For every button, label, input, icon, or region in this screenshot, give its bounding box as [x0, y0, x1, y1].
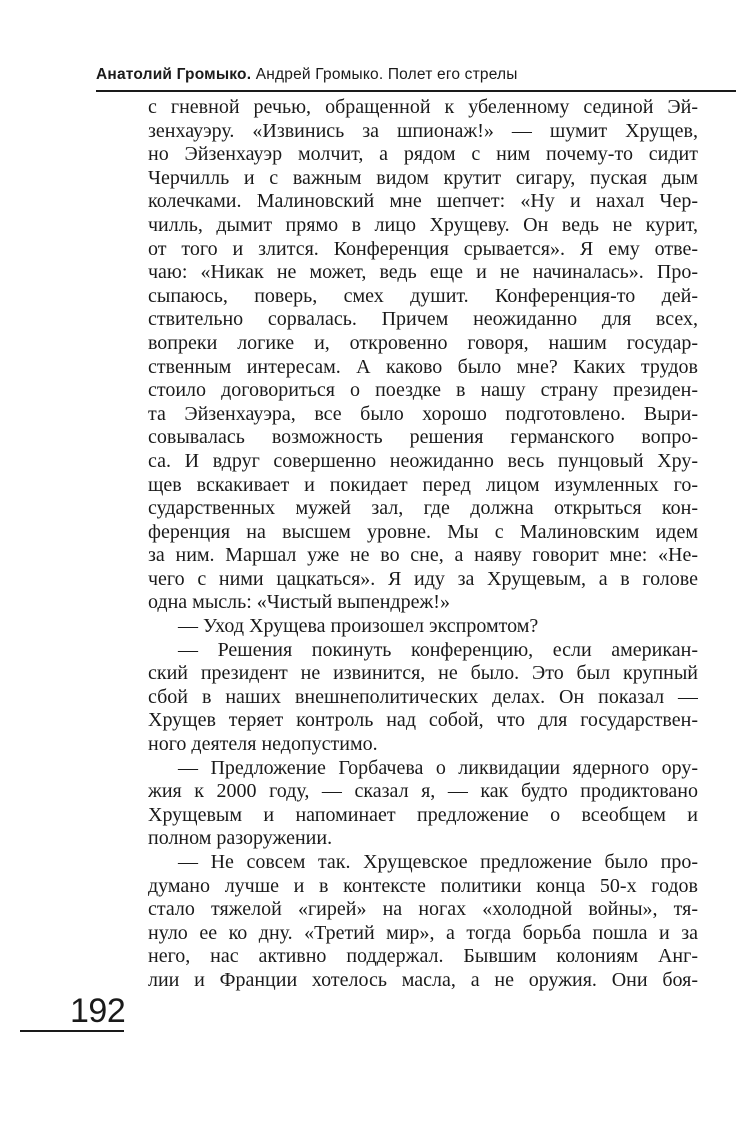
text-line: полном разоружении. — [148, 827, 333, 850]
text-line: за ним. Маршал уже не во сне, а наяву говорит мне: «Не- — [148, 544, 698, 567]
text-line: — Предложение Горбачева о ликвидации ядерного ору- — [178, 756, 698, 779]
text-line: чилль, дымит прямо в лицо Хрущеву. Он ведь не курит, — [148, 213, 698, 236]
text-line: — Не совсем так. Хрущевское предложение было про- — [178, 851, 698, 873]
text-line: сбой в наших внешнеполитических делах. Он показал — — [148, 685, 698, 708]
header-rule — [96, 90, 736, 92]
text-line: нуло ее ко дну. «Третий мир», а тогда борьба пошла и за — [148, 921, 698, 944]
text-line: него, нас активно поддержал. Бывшим колониям Анг- — [148, 945, 698, 968]
text-line: зенхауэру. «Извинись за шпионаж!» — шумит Хрущев, — [148, 119, 698, 142]
text-line: совывалась возможность решения германского вопро- — [148, 426, 698, 449]
text-line: щев вскакивает и покидает перед лицом изумленных го- — [148, 473, 698, 496]
text-line: ственным интересам. А каково было мне? Каких трудов — [148, 355, 698, 378]
text-line: сыпаюсь, поверь, смех душит. Конференция-то дей- — [148, 284, 698, 307]
body-text — [148, 96, 698, 993]
text-line: чаю: «Никак не может, ведь еще и не начиналась». Про- — [148, 261, 698, 284]
page-number: 192 — [70, 992, 126, 1030]
text-line: чего с ними цацкаться». Я иду за Хрущевым, а в голове — [148, 567, 698, 590]
text-line: лии и Франции хотелось масла, а не оружия. Они боя- — [148, 968, 698, 991]
page-number-rule — [20, 1030, 124, 1032]
text-line: жия к 2000 году, — сказал я, — как будто продиктовано — [148, 780, 698, 803]
text-line: стоило договориться о поездке в нашу страну президен- — [148, 379, 698, 402]
text-line: Хрущевым и напоминает предложение о всеобщем и — [148, 803, 698, 826]
text-line: — Уход Хрущева произошел экспромтом? — [178, 615, 539, 638]
text-line: — Решения покинуть конференцию, если американ- — [178, 638, 698, 661]
text-line: но Эйзенхауэр молчит, а рядом с ним почему-то сидит — [148, 143, 698, 166]
text-line: одна мысль: «Чистый выпендреж!» — [148, 591, 450, 614]
text-line: с гневной речью, обращенной к убеленному сединой Эй- — [148, 96, 698, 118]
text-line: Черчилль и с важным видом крутит сигару, пуская дым — [148, 166, 698, 189]
text-line: са. И вдруг совершенно неожиданно весь пунцовый Хру- — [148, 449, 698, 472]
text-line: от того и злится. Конференция срывается». Я ему отве- — [148, 237, 698, 260]
text-line: колечками. Малиновский мне шепчет: «Ну и нахал Чер- — [148, 190, 698, 213]
text-line: ский президент не извинится, не было. Это был крупный — [148, 662, 698, 685]
running-header-text — [96, 66, 518, 84]
text-line: Хрущев теряет контроль над собой, что для государствен- — [148, 709, 698, 732]
header-book-title: Андрей Громыко. Полет его стрелы — [255, 66, 518, 83]
running-header — [96, 66, 736, 92]
text-line: думано лучше и в контексте политики конца 50-х годов — [148, 874, 698, 897]
text-line: ного деятеля недопустимо. — [148, 733, 378, 756]
text-line: ствительно сорвалась. Причем неожиданно для всех, — [148, 308, 698, 331]
text-line: та Эйзенхауэра, все было хорошо подготовлено. Выри- — [148, 402, 698, 425]
text-line: стало тяжелой «гирей» на ногах «холодной войны», тя- — [148, 898, 698, 921]
text-line: вопреки логике и, откровенно говоря, нашим государ- — [148, 331, 698, 354]
text-line: ференция на высшем уровне. Мы с Малиновским идем — [148, 520, 698, 543]
header-author: Анатолий Громыко. — [96, 66, 252, 83]
text-line: сударственных мужей зал, где должна открыться кон- — [148, 497, 698, 520]
